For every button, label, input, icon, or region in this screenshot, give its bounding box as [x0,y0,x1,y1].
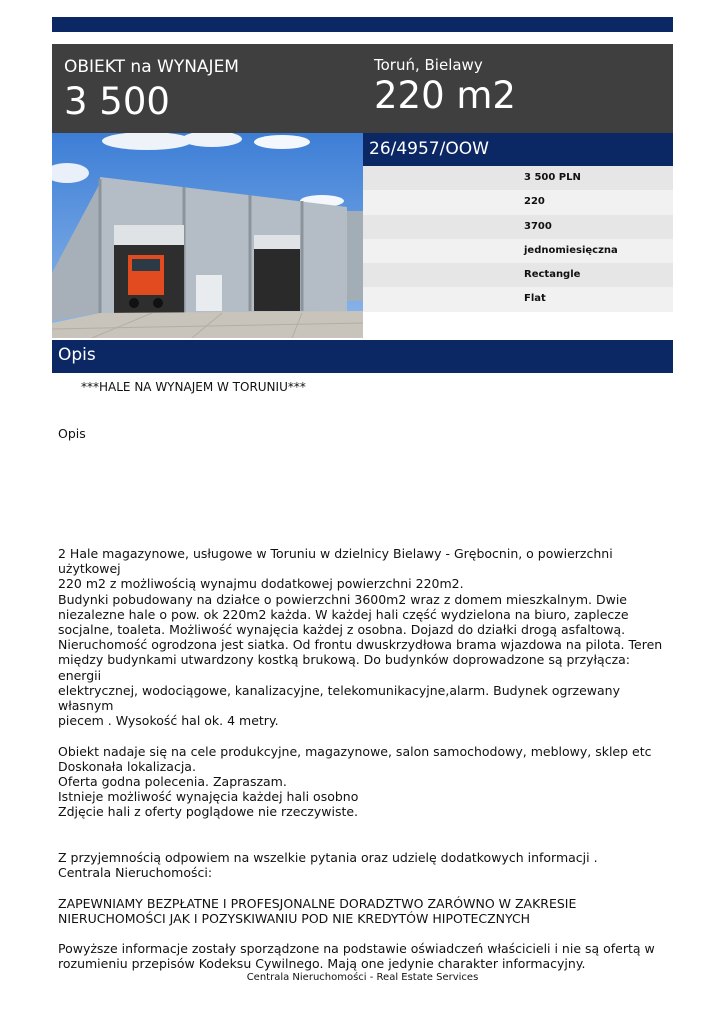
detail-row [363,166,673,190]
description-line: piecem . Wysokość hal ok. 4 metry. [58,713,279,729]
description-line: Oferta godna polecenia. Zapraszam. [58,774,287,790]
detail-row [363,287,673,311]
paragraph-gap [58,926,673,941]
paragraph-gap [58,820,673,835]
description-line: 2 Hale magazynowe, usługowe w Toruniu w dzielnicy Bielawy - Grębocnin, o powierzchni użytkowej [58,546,613,577]
description-headline: ***HALE NA WYNAJEM W TORUNIU*** [81,380,306,394]
description-line: niezalezne hale o pow. ok 220m2 każda. W każdej hali część wydzielona na biuro, zaplecze [58,606,629,622]
description-line: Nieruchomość ogrodzona jest siatka. Od frontu dwuskrzydłowa brama wjazdowa na pilota. Teren [58,637,663,653]
detail-value: Flat [524,293,546,305]
description-body [58,546,673,972]
location: Toruń, Bielawy [374,56,483,74]
top-accent-bar [52,17,673,32]
reference-number: 26/4957/OOW [369,139,489,159]
paragraph-gap [58,880,673,895]
paragraph-gap [58,728,673,743]
section-title: Opis [58,345,96,365]
description-line: Zdjęcie hali z oferty poglądowe nie rzeczywiste. [58,804,359,820]
description-line: Istnieje możliwość wynajęcia każdej hali osobno [58,789,359,805]
description-line: socjalne, toaleta. Możliwość wynajęcia każdej z osobna. Dojazd do działki drogą asfaltową. [58,622,626,638]
detail-row [363,190,673,214]
detail-row [363,239,673,263]
area: 220 m2 [374,74,516,117]
paragraph-gap [58,835,673,850]
description-line: ZAPEWNIAMY BEZPŁATNE I PROFESJONALNE DORADZTWO ZARÓWNO W ZAKRESIE [58,895,577,911]
detail-row [363,215,673,239]
description-line: Centrala Nieruchomości: [58,865,213,881]
detail-value: 3700 [524,220,552,232]
footer: Centrala Nieruchomości - Real Estate Services [246,972,479,983]
price: 3 500 [64,80,170,123]
description-line: rozumieniu przepisów Kodeksu Cywilnego. Mają one jedynie charakter informacyjny. [58,956,586,972]
description-line: 220 m2 z możliwością wynajmu dodatkowej powierzchni 220m2. [58,576,464,592]
description-line: Powyższe informacje zostały sporządzone na podstawie oświadczeń właścicieli i nie są ofertą w [58,941,655,957]
description-line: Z przyjemnością odpowiem na wszelkie pytania oraz udzielę dodatkowych informacji . [58,850,598,866]
description-line: Obiekt nadaje się na cele produkcyjne, magazynowe, salon samochodowy, meblowy, sklep etc [58,743,652,759]
description-line: elektrycznej, wodociągowe, kanalizacyjne, telekomunikacyjne,alarm. Budynek ogrzewany własnym [58,682,620,714]
reference-bar [363,133,673,166]
description-line: Budynki pobudowany na działce o powierzchni 3600m2 wraz z domem mieszkalnym. Dwie [58,591,627,607]
description-subtitle: Opis [58,426,86,441]
detail-value: jednomiesięczna [524,244,618,256]
description-line: NIERUCHOMOŚCI JAK I POZYSKIWANIU POD NIE KREDYTÓW HIPOTECZNYCH [58,910,531,926]
details-table [363,166,673,312]
offer-label: OBIEKT na WYNAJEM [64,57,239,77]
description-line: Doskonała lokalizacja. [58,758,196,774]
detail-row [363,263,673,287]
description-line: między budynkami utwardzony kostką brukową. Do budynków doprowadzone są przyłącza: energii [58,652,631,683]
detail-value: Rectangle [524,269,581,281]
listing-header [52,44,673,133]
detail-value: 220 [524,196,545,208]
detail-value: 3 500 PLN [524,172,581,183]
description-section-header [52,340,673,373]
property-photo [52,133,363,338]
